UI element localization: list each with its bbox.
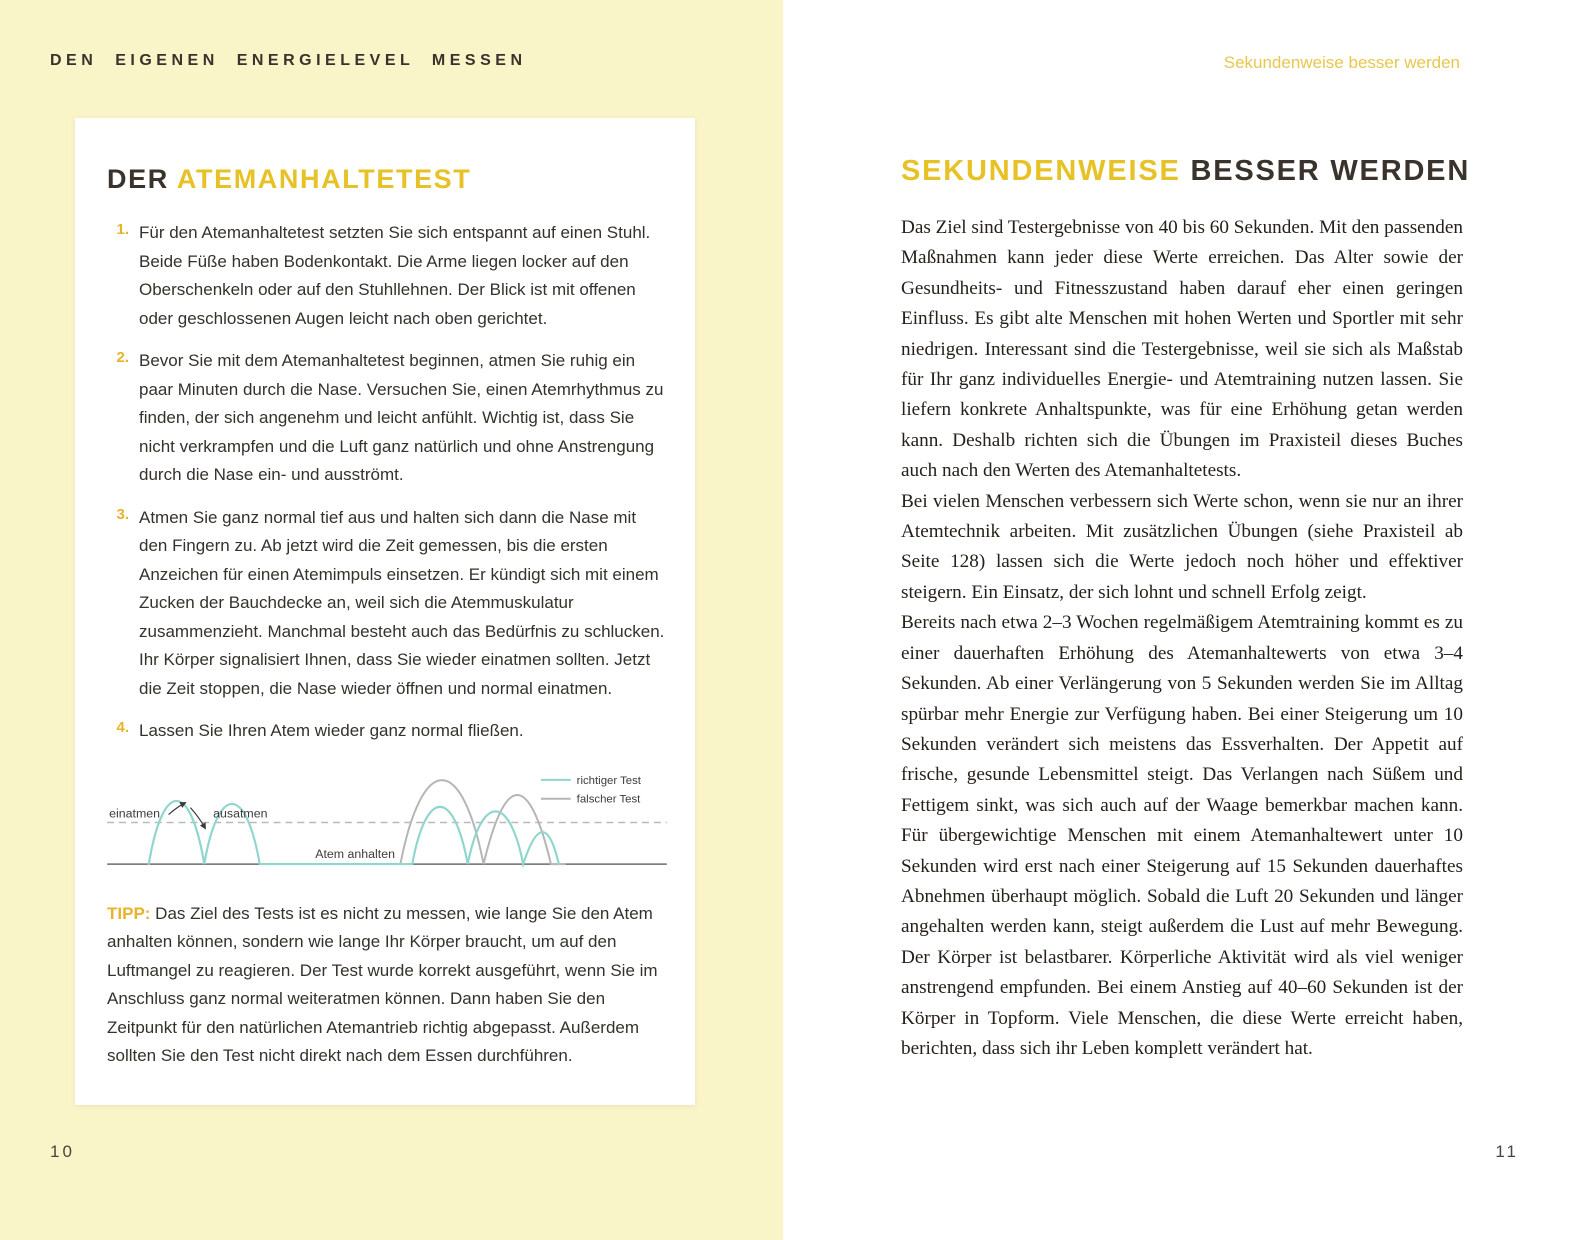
hold-label: Atem anhalten [315,846,396,861]
list-item [107,504,669,704]
step-number: 3. [116,505,129,523]
exhale-label: ausatmen [213,806,268,821]
body-paragraph: Bei vielen Menschen verbessern sich Werte schon, wenn sie nur an ihrer Atemtechnik arbeiten. Mit zusätzlichen Übungen (siehe Praxisteil ab Seite 128) lassen sich die Werte jedoch noch höher und effektiver steigern. Ein Einsatz, der sich lohnt und schnell Erfolg zeigt. [901,490,1463,603]
step-number: 2. [116,349,129,366]
breathing-curve-chart [107,770,669,874]
card-title [107,164,669,195]
step-text: Bevor Sie mit dem Atemanhaltetest beginnen, atmen Sie ruhig ein paar Minuten durch die Nase. Versuchen Sie, einen Atemrhythmus zu finden, der sich angenehm und leicht anfühlt. Wichtig ist, dass Sie nicht verkrampfen und die Luft ganz natürlich und ohne Anstrengung durch die Nase ein- und ausströmt. [139,351,664,484]
list-item [107,219,669,333]
tip-paragraph [107,900,669,1071]
inhale-label: einatmen [109,806,161,821]
breath-test-card [75,118,695,1105]
left-page-number: 10 [50,1142,75,1161]
body-paragraph: Das Ziel sind Testergebnisse von 40 bis 60 Sekunden. Mit den passenden Maßnahmen kann jeder diese Werte erreichen. Das Alter sowie der Gesundheits- und Fitnesszustand haben darauf eher einen geringen Einfluss. Es gibt alte Menschen mit hohen Werten und Sportler mit sehr niedrigen. Interessant sind die Testergebnisse, weil sie sich als Maßstab für Ihr ganz individuelles Energie- und Atemtraining nutzen lassen. Sie liefern konkrete Anhaltspunkte, was für eine Erhöhung getan werden kann. Deshalb richten sich die Übungen im Praxisteil dieses Buches auch nach den Werten des Atemanhaltetests. [901,217,1463,482]
inhale-arrow-icon [169,802,186,814]
card-title-prefix: DER [107,164,177,194]
breathing-curve-svg [107,770,667,874]
right-page [783,0,1594,1240]
tip-label: TIPP: [107,903,151,923]
right-body-text [901,213,1463,1064]
right-title-rest: BESSER WERDEN [1190,155,1471,187]
step-text: Lassen Sie Ihren Atem wieder ganz normal fließen. [139,721,524,740]
right-title-accent: SEKUNDENWEISE [901,155,1191,187]
right-running-head: Sekundenweise besser werden [1223,53,1460,72]
list-item [107,717,669,746]
body-paragraph: Bereits nach etwa 2–3 Wochen regelmäßigem Atemtraining kommt es zu einer dauerhaften Erhöhung des Atemanhaltewerts von etwa 3–4 Sekunden. Ab einer Verlängerung von 5 Sekunden werden Sie im Alltag spürbar mehr Energie zur Verfügung haben. Bei einer Steigerung um 10 Sekunden verändert sich meistens das Essverhalten. Der Appetit auf frische, gesunde Lebensmittel steigt. Das Verlangen nach Süßem und Fettigem sinkt, was sich auch auf der Waage bemerkbar machen kann. Für übergewichtige Menschen mit einem Atemanhaltewert unter 10 Sekunden wird erst nach einer Steigerung auf 15 Sekunden dauerhaftes Abnehmen überhaupt möglich. Sobald die Luft 20 Sekunden und länger angehalten werden kann, steigt außerdem die Lust auf mehr Bewegung. Der Körper ist belastbarer. Körperliche Aktivität wird als viel weniger anstrengend empfunden. Bei einem Anstieg auf 40–60 Sekunden ist der Körper in Topform. Viele Menschen, die diese Werte erreicht haben, berichten, dass sich ihr Leben komplett verändert hat. [901,612,1463,1059]
card-title-accent: ATEMANHALTETEST [176,164,472,194]
tip-text: Das Ziel des Tests ist es nicht zu messen, wie lange Sie den Atem anhalten können, sondern wie lange Ihr Körper braucht, um auf den Luftmangel zu reagieren. Der Test wurde korrekt ausgeführt, wenn Sie im Anschluss ganz normal weiteratmen können. Dann haben Sie den Zeitpunkt für den natürlichen Atemantrieb richtig abgepasst. Außerdem sollten Sie den Test nicht direkt nach dem Essen durchführen. [107,903,658,1065]
step-text: Atmen Sie ganz normal tief aus und halten sich dann die Nase mit den Fingern zu. Ab jetzt wird die Zeit gemessen, bis die ersten Anzeichen für einen Atemimpuls einsetzen. Er kündigt sich mit einem Zucken der Bauchdecke an, weil sich die Atemmuskulatur zusammenzieht. Manchmal besteht auch das Bedürfnis zu schlucken. Ihr Körper signalisiert Ihnen, dass Sie wieder einatmen sollten. Jetzt die Zeit stoppen, die Nase wieder öffnen und normal einatmen. [139,507,665,698]
step-number: 4. [116,719,129,736]
step-number: 1. [116,221,129,238]
test-steps-list [107,219,669,746]
left-page [0,0,783,1240]
right-page-number: 11 [1495,1142,1519,1161]
legend-label-richtiger-test: richtiger Test [576,774,641,787]
step-text: Für den Atemanhaltetest setzten Sie sich entspannt auf einen Stuhl. Beide Füße haben Bodenkontakt. Die Arme liegen locker auf den Oberschenkeln oder auf den Stuhllehnen. Der Blick ist mit offenen oder geschlossenen Augen leicht nach oben gerichtet. [139,223,651,328]
legend-label-falscher-test: falscher Test [576,793,641,806]
right-page-title [901,155,1481,188]
left-running-head: DEN EIGENEN ENERGIELEVEL MESSEN [50,52,527,69]
list-item [107,347,669,490]
